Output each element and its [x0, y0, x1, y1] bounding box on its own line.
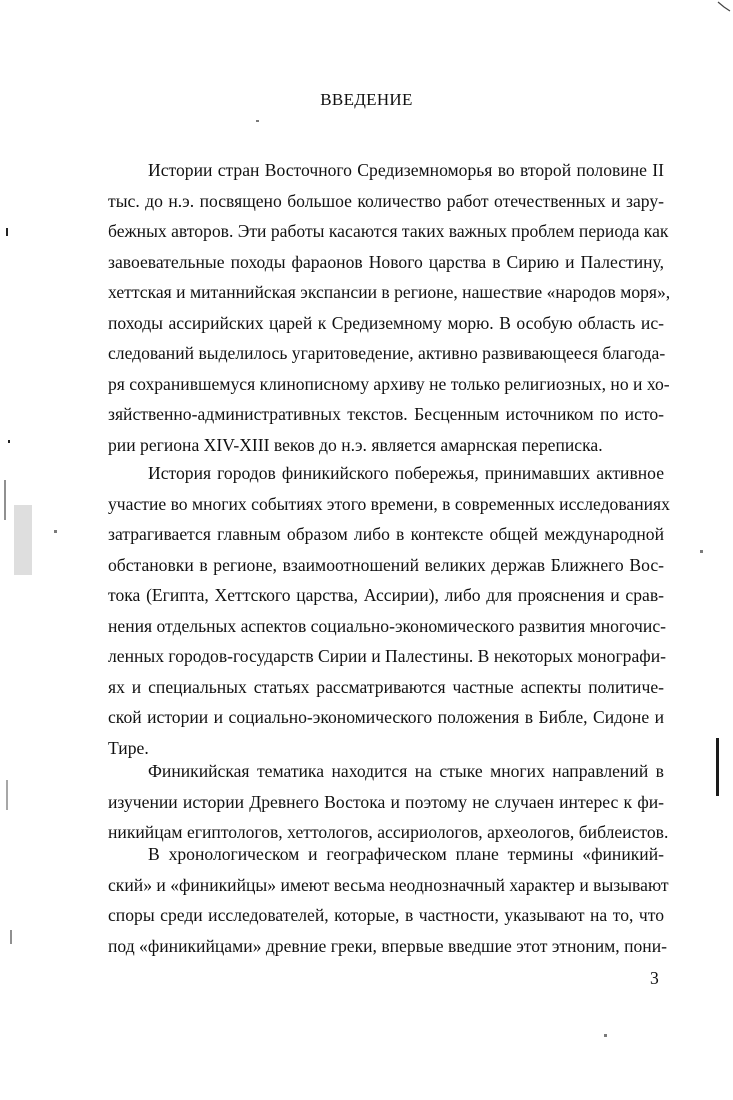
paragraph-4: [108, 839, 669, 961]
scan-speck: [256, 120, 259, 122]
text-line: рии региона XIV-XIII веков до н.э. является амарнская переписка.: [108, 434, 603, 455]
text-line: походы ассирийских царей к Средиземному морю. В особую область ис-: [108, 312, 664, 333]
text-line: ря сохранившемуся клинописному архиву не только религиозных, но и хо-: [108, 373, 670, 394]
text-line: Истории стран Восточного Средиземноморья во второй половине II: [148, 160, 664, 180]
text-line: зяйственно-административных текстов. Бесценным источником по исто-: [108, 404, 664, 424]
text-line: споры среди исследователей, которые, в частности, указывают на то, что: [108, 905, 664, 925]
text-line: ской истории и социально-экономического положения в Библе, Сидоне и: [108, 707, 664, 727]
scan-speck: [6, 780, 8, 810]
text-line: никийцам египтологов, хеттологов, ассириологов, археологов, библеистов.: [108, 822, 669, 842]
scan-edge-artifact: [716, 738, 719, 796]
text-line: изучении истории Древнего Востока и поэтому не случаен интерес к фи-: [108, 791, 664, 812]
text-line: История городов финикийского побережья, принимавших активное: [148, 463, 664, 483]
scan-speck: [8, 440, 10, 443]
scan-speck: [6, 228, 8, 236]
scan-speck: [604, 1034, 607, 1037]
text-line: тока (Египта, Хеттского царства, Ассирии), либо для прояснения и срав-: [108, 585, 664, 605]
text-line: ский» и «финикийцы» имеют весьма неоднозначный характер и вызывают: [108, 874, 669, 895]
text-line: бежных авторов. Эти работы касаются таких важных проблем периода как: [108, 221, 669, 241]
text-line: следований выделилось угаритоведение, активно развивающееся благода-: [108, 343, 666, 363]
text-line: тыс. до н.э. посвящено большое количество работ отечественных и зару-: [108, 190, 664, 211]
scan-speck: [54, 530, 57, 533]
text-line: нения отдельных аспектов социально-экономического развития многочис-: [108, 615, 666, 636]
paragraph-1: [108, 155, 671, 460]
text-line: затрагивается главным образом либо в контексте общей международной: [108, 524, 664, 544]
text-line: завоевательные походы фараонов Нового царства в Сирию и Палестину,: [108, 251, 664, 272]
text-line: участие во многих событиях этого времени, в современных исследованиях: [108, 493, 670, 514]
paragraph-3: [108, 756, 669, 848]
text-line: хеттская и митаннийская экспансии в регионе, нашествие «народов моря»,: [108, 282, 671, 302]
scan-speck: [10, 930, 12, 944]
text-line: Финикийская тематика находится на стыке многих направлений в: [148, 761, 664, 781]
text-line: ях и специальных статьях рассматриваются частные аспекты политиче-: [108, 676, 664, 697]
scan-corner-artifact: [716, 0, 732, 14]
text-line: под «финикийцами» древние греки, впервые введшие этот этноним, пони-: [108, 935, 667, 956]
scan-speck: [4, 480, 6, 520]
scan-speck: [700, 550, 703, 553]
text-line: ленных городов-государств Сирии и Палестины. В некоторых монографи-: [108, 646, 666, 666]
page-number: 3: [650, 968, 659, 988]
document-title: ВВЕДЕНИЕ: [320, 90, 413, 109]
text-line: В хронологическом и географическом плане термины «финикий-: [148, 844, 664, 864]
text-line: обстановки в регионе, взаимоотношений великих держав Ближнего Вос-: [108, 554, 664, 575]
paragraph-2: [108, 458, 670, 763]
text-line: Тире.: [108, 737, 149, 758]
scan-speck: [14, 505, 32, 575]
